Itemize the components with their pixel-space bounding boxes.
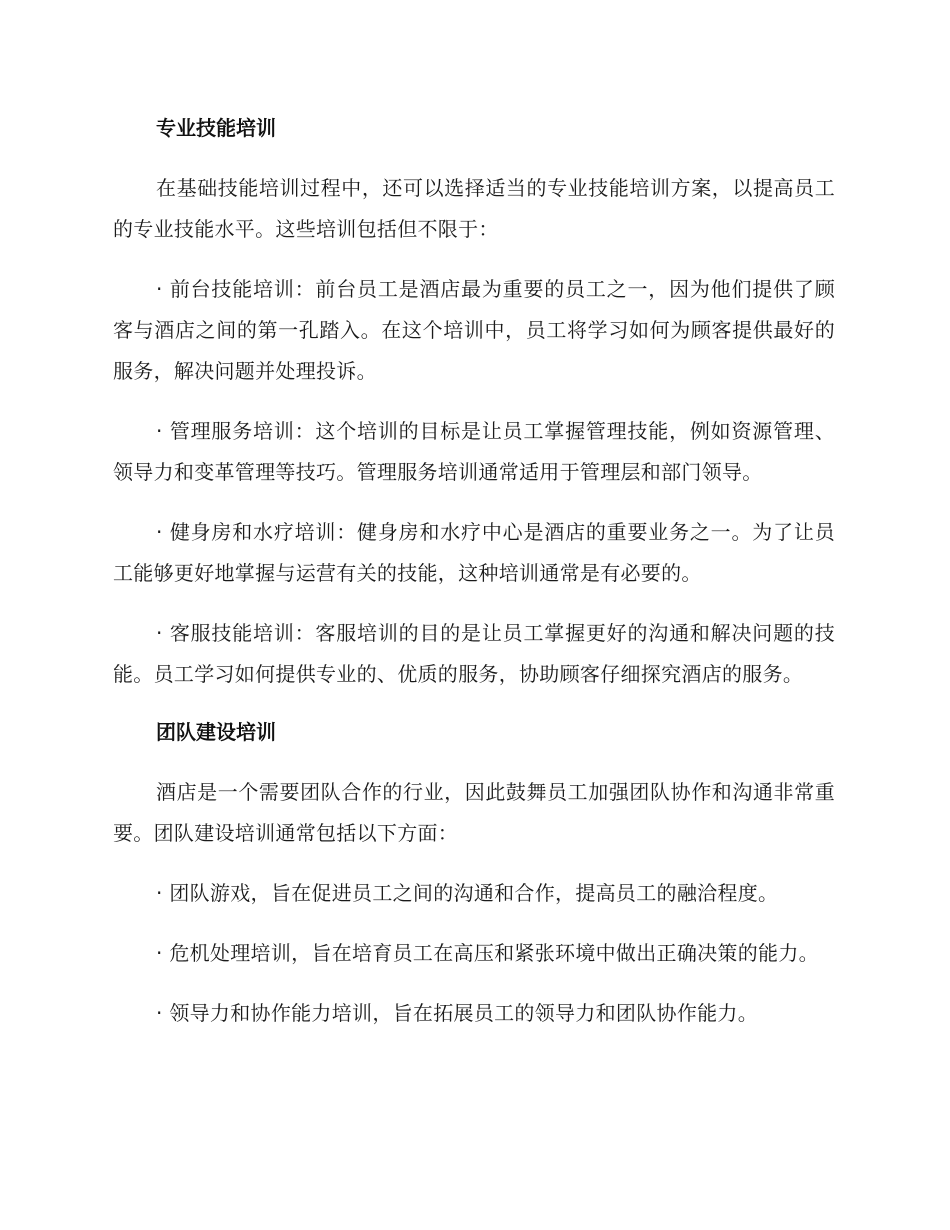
list-item-customer-service-training: · 客服技能培训：客服培训的目的是让员工掌握更好的沟通和解决问题的技能。员工学习如何提供专业的、优质的服务，协助顾客仔细探究酒店的服务。 bbox=[113, 621, 835, 686]
section-heading-team-building: 团队建设培训 bbox=[156, 720, 276, 744]
document-body bbox=[113, 110, 835, 1053]
list-item-front-desk-training: · 前台技能培训：前台员工是酒店最为重要的员工之一，因为他们提供了顾客与酒店之间的第一孔踏入。在这个培训中，员工将学习如何为顾客提供最好的服务，解决问题并处理投诉。 bbox=[113, 277, 835, 383]
section-intro-paragraph: 酒店是一个需要团队合作的行业，因此鼓舞员工加强团队协作和沟通非常重要。团队建设培训通常包括以下方面： bbox=[113, 780, 835, 845]
list-item-team-games: · 团队游戏，旨在促进员工之间的沟通和合作，提高员工的融洽程度。 bbox=[156, 881, 779, 905]
list-item-gym-spa-training: · 健身房和水疗培训：健身房和水疗中心是酒店的重要业务之一。为了让员工能够更好地掌握与运营有关的技能，这种培训通常是有必要的。 bbox=[113, 520, 835, 585]
section-heading-professional-skills: 专业技能培训 bbox=[156, 116, 276, 140]
list-item-leadership-collaboration-training: · 领导力和协作能力培训，旨在拓展员工的领导力和团队协作能力。 bbox=[156, 1001, 759, 1025]
list-item-crisis-handling-training: · 危机处理培训，旨在培育员工在高压和紧张环境中做出正确决策的能力。 bbox=[156, 941, 819, 965]
list-item-management-service-training: · 管理服务培训：这个培训的目标是让员工掌握管理技能，例如资源管理、领导力和变革管理等技巧。管理服务培训通常适用于管理层和部门领导。 bbox=[113, 419, 835, 484]
section-intro-paragraph: 在基础技能培训过程中，还可以选择适当的专业技能培训方案，以提高员工的专业技能水平。这些培训包括但不限于： bbox=[113, 176, 835, 241]
